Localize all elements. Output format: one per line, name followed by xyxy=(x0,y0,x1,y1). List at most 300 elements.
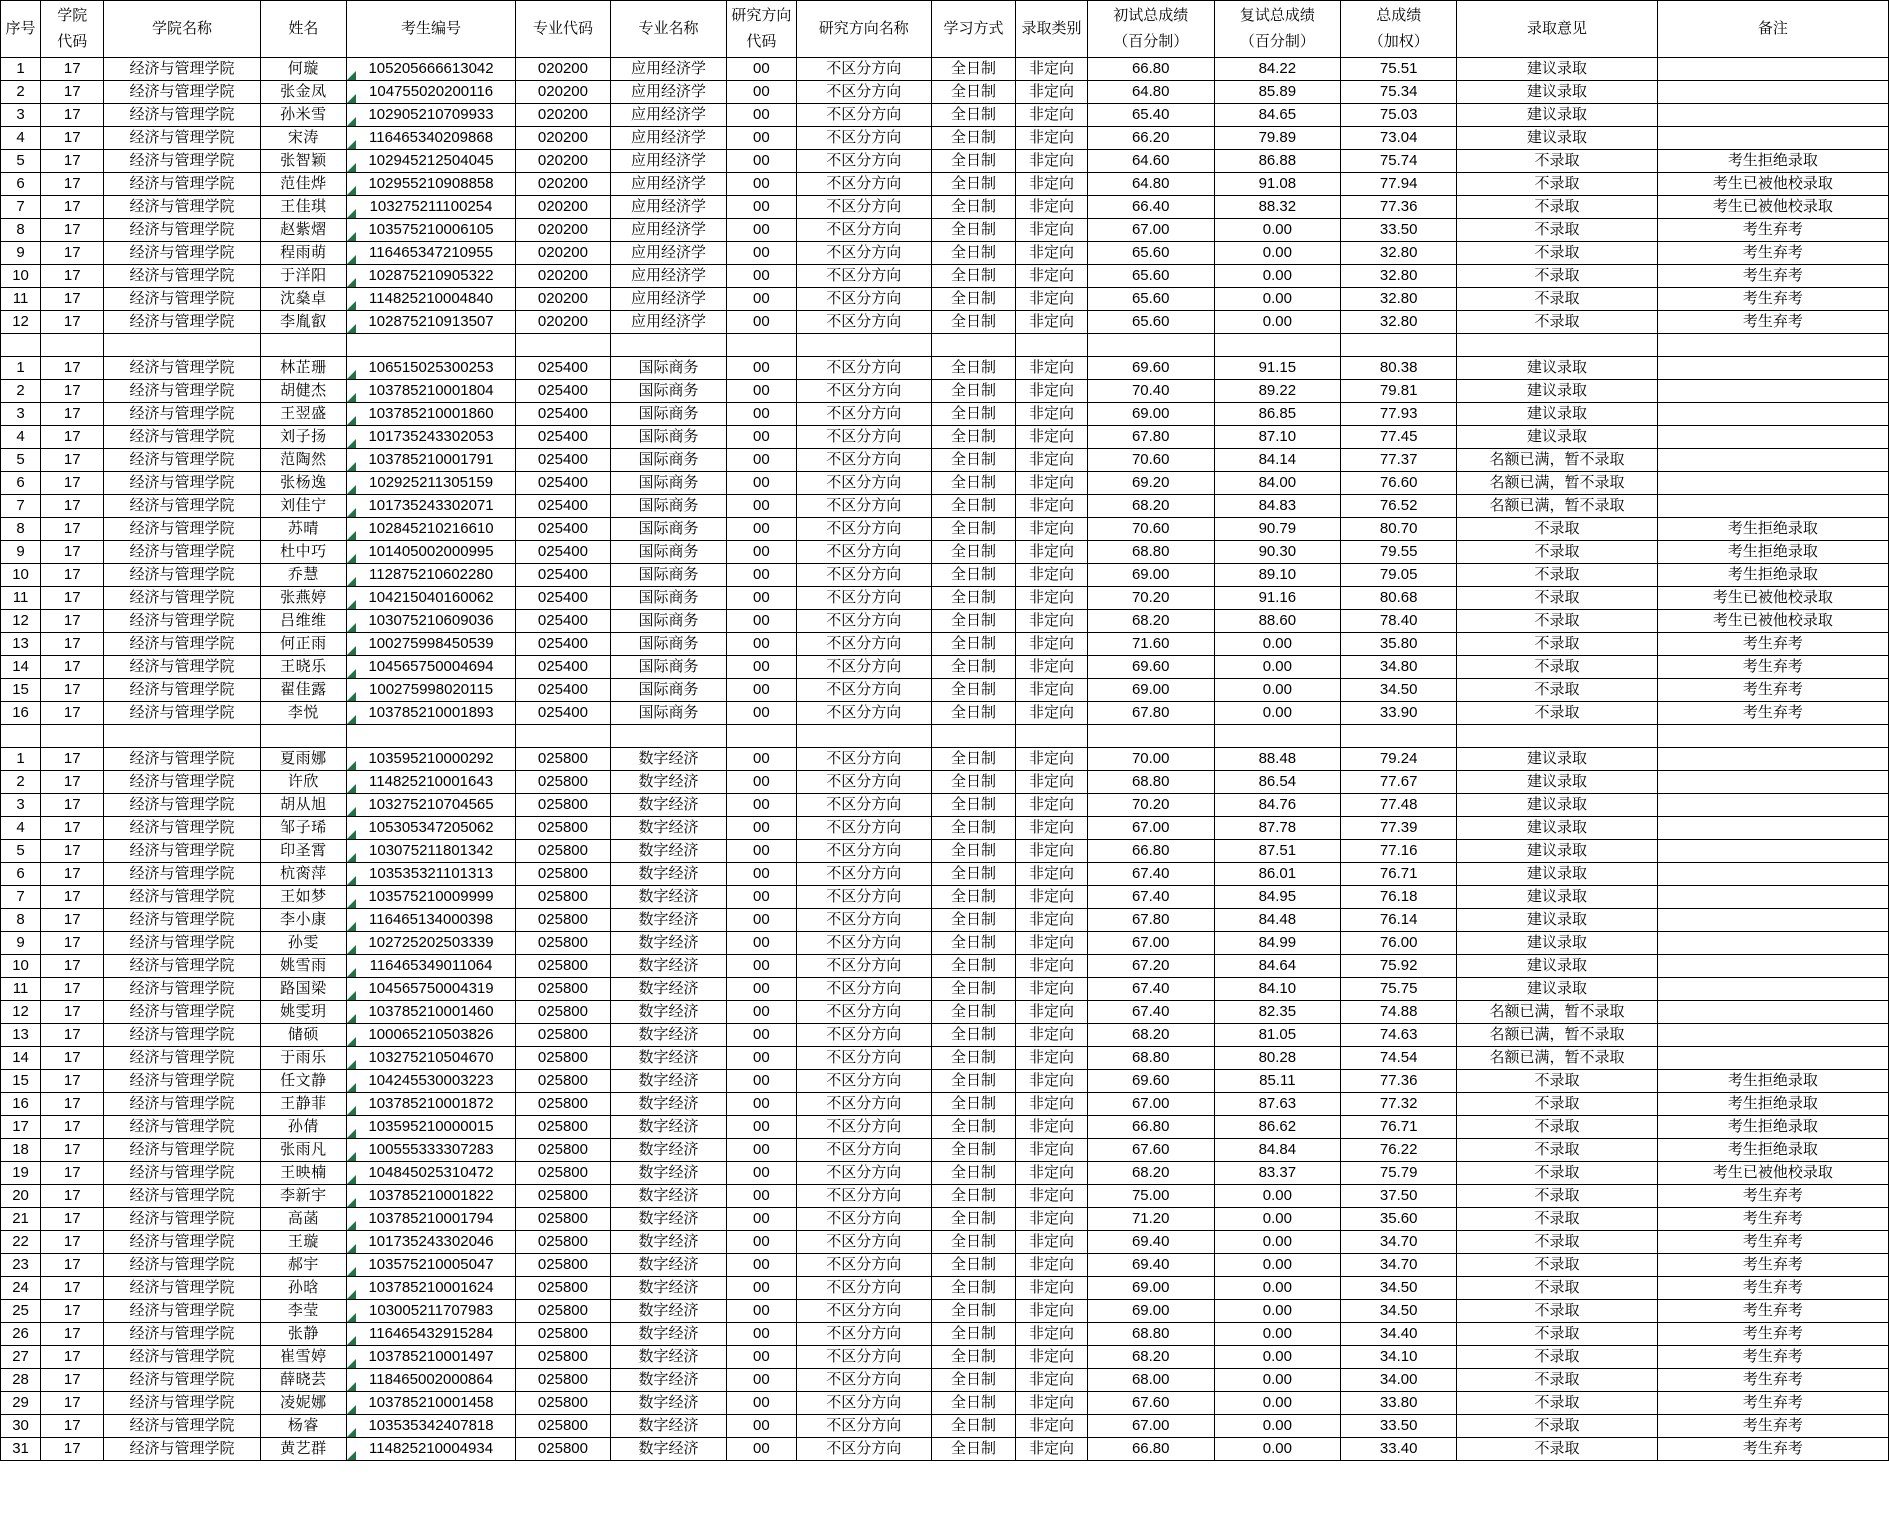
cell-college_name: 经济与管理学院 xyxy=(104,886,260,909)
spacer-cell xyxy=(727,334,797,357)
cell-admission_type: 非定向 xyxy=(1016,1047,1088,1070)
cell-direction_code: 00 xyxy=(727,1185,797,1208)
cell-total_score: 76.60 xyxy=(1341,472,1457,495)
cell-remark xyxy=(1657,81,1888,104)
cell-admission_type: 非定向 xyxy=(1016,472,1088,495)
cell-second_score: 91.08 xyxy=(1214,173,1341,196)
cell-first_score: 67.80 xyxy=(1087,909,1214,932)
cell-index: 15 xyxy=(1,1070,41,1093)
cell-remark: 考生弃考 xyxy=(1657,1185,1888,1208)
cell-major_name: 数字经济 xyxy=(610,1277,726,1300)
cell-admission_type: 非定向 xyxy=(1016,196,1088,219)
cell-exam_no: 103275211100254 xyxy=(347,196,516,219)
cell-study_mode: 全日制 xyxy=(931,1139,1015,1162)
cell-index: 5 xyxy=(1,150,41,173)
cell-second_score: 86.62 xyxy=(1214,1116,1341,1139)
cell-second_score: 90.79 xyxy=(1214,518,1341,541)
cell-total_score: 75.51 xyxy=(1341,58,1457,81)
cell-index: 8 xyxy=(1,219,41,242)
cell-direction_code: 00 xyxy=(727,1070,797,1093)
cell-college_name: 经济与管理学院 xyxy=(104,771,260,794)
cell-major_name: 数字经济 xyxy=(610,1047,726,1070)
cell-direction_code: 00 xyxy=(727,1047,797,1070)
cell-college_code: 17 xyxy=(41,380,104,403)
cell-direction_name: 不区分方向 xyxy=(796,58,931,81)
cell-second_score: 86.54 xyxy=(1214,771,1341,794)
cell-direction_name: 不区分方向 xyxy=(796,1162,931,1185)
cell-total_score: 76.14 xyxy=(1341,909,1457,932)
cell-total_score: 80.70 xyxy=(1341,518,1457,541)
cell-total_score: 77.32 xyxy=(1341,1093,1457,1116)
cell-student_name: 邹子琋 xyxy=(260,817,347,840)
table-row xyxy=(1,610,1889,633)
cell-college_name: 经济与管理学院 xyxy=(104,288,260,311)
cell-first_score: 65.40 xyxy=(1087,104,1214,127)
cell-remark: 考生弃考 xyxy=(1657,219,1888,242)
cell-second_score: 84.14 xyxy=(1214,449,1341,472)
cell-college_name: 经济与管理学院 xyxy=(104,1185,260,1208)
spacer-cell xyxy=(347,334,516,357)
cell-admission_type: 非定向 xyxy=(1016,1208,1088,1231)
cell-direction_code: 00 xyxy=(727,288,797,311)
cell-student_name: 李新宇 xyxy=(260,1185,347,1208)
cell-college_name: 经济与管理学院 xyxy=(104,610,260,633)
cell-college_name: 经济与管理学院 xyxy=(104,472,260,495)
cell-opinion: 建议录取 xyxy=(1457,426,1658,449)
spacer-cell xyxy=(1016,725,1088,748)
cell-major_name: 应用经济学 xyxy=(610,104,726,127)
cell-college_name: 经济与管理学院 xyxy=(104,265,260,288)
cell-second_score: 0.00 xyxy=(1214,1277,1341,1300)
cell-first_score: 67.00 xyxy=(1087,1093,1214,1116)
cell-college_code: 17 xyxy=(41,1300,104,1323)
cell-opinion: 不录取 xyxy=(1457,1231,1658,1254)
cell-direction_name: 不区分方向 xyxy=(796,219,931,242)
column-header-major_name: 专业名称 xyxy=(610,1,726,58)
cell-second_score: 86.01 xyxy=(1214,863,1341,886)
cell-major_code: 025400 xyxy=(515,679,610,702)
spacer-cell xyxy=(104,725,260,748)
cell-college_code: 17 xyxy=(41,1254,104,1277)
cell-first_score: 69.00 xyxy=(1087,564,1214,587)
cell-college_name: 经济与管理学院 xyxy=(104,932,260,955)
cell-major_code: 025800 xyxy=(515,794,610,817)
cell-second_score: 84.76 xyxy=(1214,794,1341,817)
spacer-cell xyxy=(1657,334,1888,357)
cell-index: 16 xyxy=(1,1093,41,1116)
cell-total_score: 75.74 xyxy=(1341,150,1457,173)
cell-college_code: 17 xyxy=(41,1001,104,1024)
cell-student_name: 凌妮娜 xyxy=(260,1392,347,1415)
cell-student_name: 姚雪雨 xyxy=(260,955,347,978)
cell-direction_code: 00 xyxy=(727,1277,797,1300)
cell-first_score: 67.60 xyxy=(1087,1139,1214,1162)
cell-admission_type: 非定向 xyxy=(1016,1392,1088,1415)
cell-index: 2 xyxy=(1,81,41,104)
cell-study_mode: 全日制 xyxy=(931,840,1015,863)
cell-second_score: 84.00 xyxy=(1214,472,1341,495)
cell-college_name: 经济与管理学院 xyxy=(104,1116,260,1139)
cell-college_code: 17 xyxy=(41,633,104,656)
cell-major_code: 025800 xyxy=(515,1139,610,1162)
cell-total_score: 33.40 xyxy=(1341,1438,1457,1461)
cell-direction_name: 不区分方向 xyxy=(796,357,931,380)
cell-total_score: 34.80 xyxy=(1341,656,1457,679)
cell-first_score: 69.20 xyxy=(1087,472,1214,495)
cell-index: 6 xyxy=(1,863,41,886)
cell-direction_code: 00 xyxy=(727,472,797,495)
cell-study_mode: 全日制 xyxy=(931,1323,1015,1346)
cell-direction_code: 00 xyxy=(727,771,797,794)
cell-direction_code: 00 xyxy=(727,1001,797,1024)
cell-major_name: 数字经济 xyxy=(610,1093,726,1116)
cell-college_name: 经济与管理学院 xyxy=(104,1231,260,1254)
cell-student_name: 范佳烨 xyxy=(260,173,347,196)
cell-remark xyxy=(1657,886,1888,909)
cell-direction_name: 不区分方向 xyxy=(796,1277,931,1300)
cell-college_name: 经济与管理学院 xyxy=(104,150,260,173)
cell-student_name: 薛晓芸 xyxy=(260,1369,347,1392)
cell-student_name: 苏晴 xyxy=(260,518,347,541)
cell-first_score: 70.20 xyxy=(1087,587,1214,610)
cell-remark xyxy=(1657,403,1888,426)
cell-major_code: 025400 xyxy=(515,541,610,564)
cell-opinion: 名额已满，暂不录取 xyxy=(1457,1024,1658,1047)
cell-college_name: 经济与管理学院 xyxy=(104,1346,260,1369)
cell-college_name: 经济与管理学院 xyxy=(104,1208,260,1231)
cell-college_name: 经济与管理学院 xyxy=(104,1001,260,1024)
cell-total_score: 79.81 xyxy=(1341,380,1457,403)
cell-remark: 考生拒绝录取 xyxy=(1657,541,1888,564)
cell-direction_name: 不区分方向 xyxy=(796,679,931,702)
cell-study_mode: 全日制 xyxy=(931,794,1015,817)
cell-index: 5 xyxy=(1,840,41,863)
table-row xyxy=(1,840,1889,863)
cell-first_score: 69.60 xyxy=(1087,357,1214,380)
table-row xyxy=(1,909,1889,932)
cell-major_name: 数字经济 xyxy=(610,748,726,771)
cell-index: 9 xyxy=(1,541,41,564)
cell-exam_no: 103275210504670 xyxy=(347,1047,516,1070)
cell-total_score: 74.88 xyxy=(1341,1001,1457,1024)
cell-major_name: 国际商务 xyxy=(610,541,726,564)
cell-college_name: 经济与管理学院 xyxy=(104,219,260,242)
cell-direction_code: 00 xyxy=(727,840,797,863)
cell-remark: 考生拒绝录取 xyxy=(1657,1093,1888,1116)
cell-direction_code: 00 xyxy=(727,1139,797,1162)
cell-remark: 考生弃考 xyxy=(1657,1323,1888,1346)
cell-college_code: 17 xyxy=(41,1438,104,1461)
cell-opinion: 建议录取 xyxy=(1457,840,1658,863)
cell-student_name: 印圣霄 xyxy=(260,840,347,863)
spacer-cell xyxy=(515,334,610,357)
cell-remark: 考生弃考 xyxy=(1657,1438,1888,1461)
cell-major_code: 020200 xyxy=(515,288,610,311)
cell-direction_name: 不区分方向 xyxy=(796,173,931,196)
cell-student_name: 孙晗 xyxy=(260,1277,347,1300)
cell-student_name: 张静 xyxy=(260,1323,347,1346)
cell-total_score: 33.50 xyxy=(1341,219,1457,242)
cell-direction_code: 00 xyxy=(727,1254,797,1277)
cell-direction_name: 不区分方向 xyxy=(796,794,931,817)
cell-major_name: 数字经济 xyxy=(610,1392,726,1415)
table-row xyxy=(1,1070,1889,1093)
cell-exam_no: 103005211707983 xyxy=(347,1300,516,1323)
cell-student_name: 王翌盛 xyxy=(260,403,347,426)
cell-first_score: 66.80 xyxy=(1087,1438,1214,1461)
table-row xyxy=(1,1139,1889,1162)
cell-college_name: 经济与管理学院 xyxy=(104,863,260,886)
cell-student_name: 乔慧 xyxy=(260,564,347,587)
cell-exam_no: 102875210905322 xyxy=(347,265,516,288)
cell-second_score: 84.64 xyxy=(1214,955,1341,978)
cell-second_score: 91.16 xyxy=(1214,587,1341,610)
cell-college_name: 经济与管理学院 xyxy=(104,794,260,817)
cell-student_name: 林芷珊 xyxy=(260,357,347,380)
cell-college_name: 经济与管理学院 xyxy=(104,564,260,587)
cell-college_code: 17 xyxy=(41,1024,104,1047)
cell-index: 26 xyxy=(1,1323,41,1346)
cell-college_name: 经济与管理学院 xyxy=(104,748,260,771)
cell-first_score: 70.20 xyxy=(1087,794,1214,817)
cell-direction_name: 不区分方向 xyxy=(796,955,931,978)
cell-exam_no: 105305347205062 xyxy=(347,817,516,840)
cell-opinion: 不录取 xyxy=(1457,1392,1658,1415)
cell-first_score: 64.80 xyxy=(1087,173,1214,196)
cell-direction_name: 不区分方向 xyxy=(796,702,931,725)
cell-study_mode: 全日制 xyxy=(931,1024,1015,1047)
cell-opinion: 不录取 xyxy=(1457,1300,1658,1323)
cell-study_mode: 全日制 xyxy=(931,127,1015,150)
cell-study_mode: 全日制 xyxy=(931,242,1015,265)
cell-direction_name: 不区分方向 xyxy=(796,1369,931,1392)
cell-index: 13 xyxy=(1,1024,41,1047)
cell-first_score: 68.20 xyxy=(1087,1024,1214,1047)
cell-second_score: 87.51 xyxy=(1214,840,1341,863)
cell-major_code: 025400 xyxy=(515,656,610,679)
cell-remark: 考生拒绝录取 xyxy=(1657,1070,1888,1093)
cell-college_name: 经济与管理学院 xyxy=(104,955,260,978)
cell-direction_code: 00 xyxy=(727,587,797,610)
cell-index: 13 xyxy=(1,633,41,656)
cell-opinion: 不录取 xyxy=(1457,679,1658,702)
cell-direction_code: 00 xyxy=(727,955,797,978)
cell-direction_name: 不区分方向 xyxy=(796,1415,931,1438)
cell-total_score: 74.54 xyxy=(1341,1047,1457,1070)
cell-remark xyxy=(1657,1024,1888,1047)
cell-exam_no: 103075210609036 xyxy=(347,610,516,633)
table-row xyxy=(1,288,1889,311)
table-row xyxy=(1,242,1889,265)
cell-total_score: 34.50 xyxy=(1341,679,1457,702)
cell-total_score: 79.55 xyxy=(1341,541,1457,564)
spacer-cell xyxy=(1,725,41,748)
cell-major_code: 025800 xyxy=(515,978,610,1001)
cell-second_score: 0.00 xyxy=(1214,656,1341,679)
cell-second_score: 79.89 xyxy=(1214,127,1341,150)
cell-opinion: 不录取 xyxy=(1457,288,1658,311)
cell-college_name: 经济与管理学院 xyxy=(104,1300,260,1323)
cell-college_name: 经济与管理学院 xyxy=(104,449,260,472)
cell-college_code: 17 xyxy=(41,1116,104,1139)
cell-student_name: 孙倩 xyxy=(260,1116,347,1139)
cell-major_code: 025800 xyxy=(515,1300,610,1323)
cell-index: 16 xyxy=(1,702,41,725)
cell-study_mode: 全日制 xyxy=(931,886,1015,909)
cell-direction_code: 00 xyxy=(727,449,797,472)
cell-major_name: 数字经济 xyxy=(610,1438,726,1461)
cell-study_mode: 全日制 xyxy=(931,909,1015,932)
cell-opinion: 不录取 xyxy=(1457,633,1658,656)
cell-opinion: 名额已满，暂不录取 xyxy=(1457,1047,1658,1070)
table-row xyxy=(1,955,1889,978)
cell-remark: 考生拒绝录取 xyxy=(1657,1116,1888,1139)
cell-index: 7 xyxy=(1,886,41,909)
cell-direction_name: 不区分方向 xyxy=(796,817,931,840)
cell-study_mode: 全日制 xyxy=(931,1346,1015,1369)
table-row xyxy=(1,679,1889,702)
cell-major_code: 020200 xyxy=(515,150,610,173)
cell-student_name: 胡健杰 xyxy=(260,380,347,403)
cell-major_name: 应用经济学 xyxy=(610,265,726,288)
cell-remark: 考生拒绝录取 xyxy=(1657,564,1888,587)
table-row xyxy=(1,265,1889,288)
cell-remark xyxy=(1657,748,1888,771)
cell-exam_no: 103595210000015 xyxy=(347,1116,516,1139)
cell-major_code: 025800 xyxy=(515,1369,610,1392)
cell-opinion: 不录取 xyxy=(1457,1116,1658,1139)
cell-remark xyxy=(1657,863,1888,886)
cell-direction_name: 不区分方向 xyxy=(796,633,931,656)
cell-first_score: 67.80 xyxy=(1087,702,1214,725)
cell-study_mode: 全日制 xyxy=(931,633,1015,656)
cell-opinion: 名额已满，暂不录取 xyxy=(1457,472,1658,495)
cell-college_name: 经济与管理学院 xyxy=(104,403,260,426)
cell-second_score: 0.00 xyxy=(1214,1208,1341,1231)
cell-exam_no: 103785210001460 xyxy=(347,1001,516,1024)
cell-exam_no: 103275210704565 xyxy=(347,794,516,817)
table-row xyxy=(1,817,1889,840)
cell-study_mode: 全日制 xyxy=(931,426,1015,449)
cell-second_score: 89.10 xyxy=(1214,564,1341,587)
cell-major_name: 数字经济 xyxy=(610,1162,726,1185)
cell-direction_code: 00 xyxy=(727,932,797,955)
cell-exam_no: 100065210503826 xyxy=(347,1024,516,1047)
cell-college_name: 经济与管理学院 xyxy=(104,196,260,219)
cell-major_name: 应用经济学 xyxy=(610,150,726,173)
cell-index: 14 xyxy=(1,1047,41,1070)
cell-direction_name: 不区分方向 xyxy=(796,1093,931,1116)
cell-student_name: 何正雨 xyxy=(260,633,347,656)
cell-first_score: 65.60 xyxy=(1087,265,1214,288)
cell-admission_type: 非定向 xyxy=(1016,1116,1088,1139)
cell-college_name: 经济与管理学院 xyxy=(104,702,260,725)
cell-direction_code: 00 xyxy=(727,656,797,679)
cell-major_name: 国际商务 xyxy=(610,518,726,541)
cell-opinion: 建议录取 xyxy=(1457,794,1658,817)
cell-admission_type: 非定向 xyxy=(1016,1323,1088,1346)
table-row xyxy=(1,472,1889,495)
cell-direction_name: 不区分方向 xyxy=(796,242,931,265)
cell-major_code: 025800 xyxy=(515,817,610,840)
cell-remark xyxy=(1657,909,1888,932)
cell-college_code: 17 xyxy=(41,449,104,472)
cell-college_name: 经济与管理学院 xyxy=(104,127,260,150)
cell-remark: 考生弃考 xyxy=(1657,679,1888,702)
cell-admission_type: 非定向 xyxy=(1016,771,1088,794)
spacer-cell xyxy=(610,334,726,357)
cell-major_name: 应用经济学 xyxy=(610,219,726,242)
table-row xyxy=(1,794,1889,817)
cell-remark: 考生弃考 xyxy=(1657,1300,1888,1323)
cell-first_score: 68.20 xyxy=(1087,1346,1214,1369)
cell-study_mode: 全日制 xyxy=(931,81,1015,104)
cell-college_code: 17 xyxy=(41,81,104,104)
cell-major_code: 025800 xyxy=(515,1116,610,1139)
cell-college_name: 经济与管理学院 xyxy=(104,1024,260,1047)
cell-exam_no: 103535342407818 xyxy=(347,1415,516,1438)
cell-major_code: 025800 xyxy=(515,1047,610,1070)
cell-major_code: 020200 xyxy=(515,173,610,196)
cell-second_score: 84.65 xyxy=(1214,104,1341,127)
cell-remark: 考生弃考 xyxy=(1657,702,1888,725)
table-row xyxy=(1,541,1889,564)
cell-opinion: 建议录取 xyxy=(1457,58,1658,81)
cell-major_name: 数字经济 xyxy=(610,1139,726,1162)
cell-direction_code: 00 xyxy=(727,909,797,932)
cell-total_score: 75.03 xyxy=(1341,104,1457,127)
cell-study_mode: 全日制 xyxy=(931,58,1015,81)
cell-remark: 考生已被他校录取 xyxy=(1657,196,1888,219)
cell-direction_name: 不区分方向 xyxy=(796,932,931,955)
cell-index: 8 xyxy=(1,518,41,541)
cell-direction_name: 不区分方向 xyxy=(796,1208,931,1231)
cell-college_code: 17 xyxy=(41,863,104,886)
cell-remark: 考生已被他校录取 xyxy=(1657,587,1888,610)
cell-college_name: 经济与管理学院 xyxy=(104,541,260,564)
cell-first_score: 67.00 xyxy=(1087,932,1214,955)
cell-second_score: 0.00 xyxy=(1214,311,1341,334)
cell-major_code: 025800 xyxy=(515,1415,610,1438)
cell-direction_name: 不区分方向 xyxy=(796,449,931,472)
cell-remark: 考生弃考 xyxy=(1657,1277,1888,1300)
cell-major_name: 应用经济学 xyxy=(610,127,726,150)
cell-student_name: 赵紫熠 xyxy=(260,219,347,242)
cell-index: 2 xyxy=(1,771,41,794)
cell-opinion: 建议录取 xyxy=(1457,955,1658,978)
cell-college_code: 17 xyxy=(41,1047,104,1070)
table-row xyxy=(1,426,1889,449)
cell-remark xyxy=(1657,794,1888,817)
cell-direction_code: 00 xyxy=(727,1323,797,1346)
cell-college_code: 17 xyxy=(41,1070,104,1093)
cell-index: 25 xyxy=(1,1300,41,1323)
cell-direction_code: 00 xyxy=(727,58,797,81)
cell-study_mode: 全日制 xyxy=(931,265,1015,288)
cell-study_mode: 全日制 xyxy=(931,955,1015,978)
cell-second_score: 0.00 xyxy=(1214,1254,1341,1277)
cell-major_code: 025800 xyxy=(515,1231,610,1254)
cell-major_name: 数字经济 xyxy=(610,1231,726,1254)
cell-second_score: 0.00 xyxy=(1214,1392,1341,1415)
cell-study_mode: 全日制 xyxy=(931,1116,1015,1139)
cell-major_name: 数字经济 xyxy=(610,1346,726,1369)
cell-direction_name: 不区分方向 xyxy=(796,1116,931,1139)
cell-major_code: 025800 xyxy=(515,840,610,863)
cell-major_name: 数字经济 xyxy=(610,817,726,840)
cell-major_code: 025400 xyxy=(515,702,610,725)
cell-remark: 考生弃考 xyxy=(1657,1415,1888,1438)
